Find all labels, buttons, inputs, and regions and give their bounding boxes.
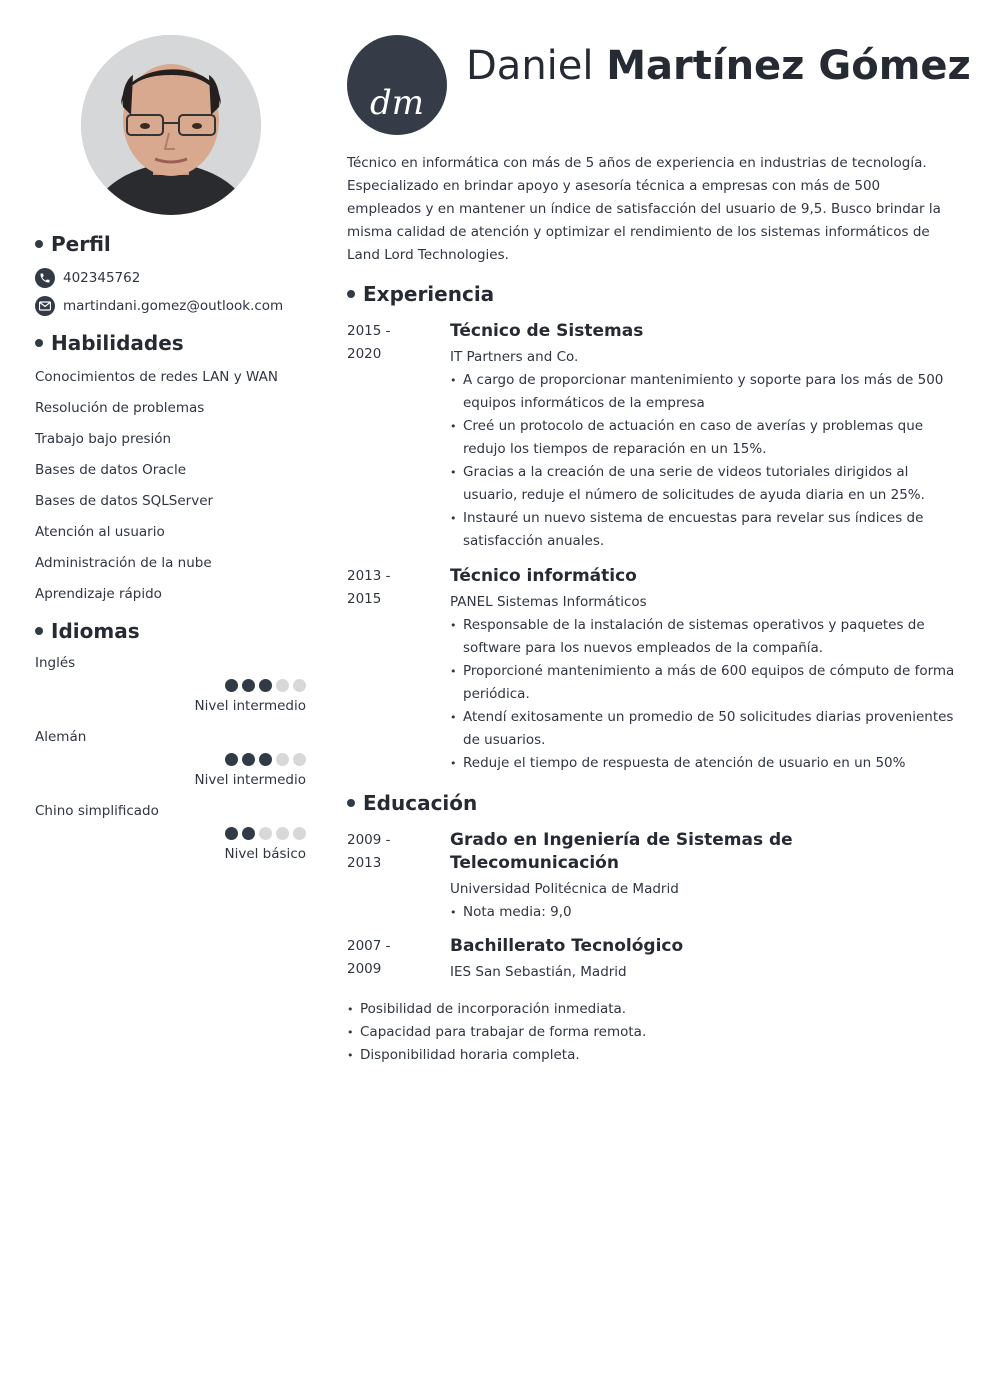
section-title: Idiomas	[51, 619, 140, 643]
section-title: Experiencia	[363, 282, 495, 306]
rating-dot-filled	[242, 679, 255, 692]
rating-dot-empty	[293, 827, 306, 840]
rating-dot-filled	[259, 679, 272, 692]
section-heading-experience	[347, 282, 957, 306]
section-heading-profile	[35, 232, 306, 256]
skill-item: Administración de la nube	[35, 555, 212, 571]
rating-dot-empty	[276, 679, 289, 692]
entry-body	[450, 565, 957, 775]
sidebar	[35, 35, 306, 864]
skills-list	[35, 362, 306, 610]
bullet-item: • Nota media: 9,0	[450, 901, 957, 924]
bullet-item: • Responsable de la instalación de sistemas operativos y paquetes de software para los nuevos empleados de la compañía.	[450, 614, 957, 660]
entry-dates	[347, 320, 450, 553]
language-item	[35, 653, 306, 716]
language-level: Nivel intermedio	[194, 698, 306, 714]
language-name: Alemán	[35, 729, 87, 745]
contact-phone	[35, 268, 306, 287]
education-section	[347, 791, 957, 984]
section-heading-languages	[35, 619, 306, 643]
entry-body	[450, 935, 957, 984]
envelope-icon	[35, 296, 55, 316]
education-entry	[347, 935, 957, 984]
language-rating	[35, 753, 306, 766]
bullet-item: • Instauré un nuevo sistema de encuestas para revelar sus índices de satisfacción anuales.	[450, 507, 957, 553]
section-title: Educación	[363, 791, 478, 815]
section-title: Perfil	[51, 232, 111, 256]
degree-title: Grado en Ingeniería de Sistemas de Telecomunicación	[450, 830, 793, 873]
job-title: Técnico informático	[450, 566, 637, 586]
language-item	[35, 727, 306, 790]
rating-dot-filled	[259, 753, 272, 766]
bullet-item: • Disponibilidad horaria completa.	[347, 1044, 957, 1067]
skill-item: Trabajo bajo presión	[35, 431, 172, 447]
email-address[interactable]: martindani.gomez@outlook.com	[63, 297, 284, 314]
skill-item: Bases de datos SQLServer	[35, 493, 214, 509]
language-name: Chino simplificado	[35, 803, 159, 819]
languages-list	[35, 653, 306, 864]
skill-item: Resolución de problemas	[35, 400, 205, 416]
bullet-item: • Atendí exitosamente un promedio de 50 solicitudes diarias provenientes de usuarios.	[450, 706, 957, 752]
bullet-list	[450, 369, 957, 553]
last-name: Martínez Gómez	[606, 43, 971, 89]
date-end: 2009	[347, 961, 382, 977]
bullet-list	[450, 901, 957, 924]
degree-title: Bachillerato Tecnológico	[450, 936, 684, 956]
bullet-item: • Reduje el tiempo de respuesta de atención de usuario en un 50%	[450, 752, 957, 775]
entry-dates	[347, 935, 450, 984]
bullet-dot	[347, 290, 355, 298]
full-name	[466, 35, 971, 135]
date-end: 2020	[347, 346, 382, 362]
bullet-item: • Capacidad para trabajar de forma remota.	[347, 1021, 957, 1044]
entry-body	[450, 320, 957, 553]
language-level: Nivel básico	[224, 846, 306, 862]
language-rating	[35, 827, 306, 840]
additional-info-list	[347, 998, 957, 1067]
language-level: Nivel intermedio	[194, 772, 306, 788]
date-start: 2015 -	[347, 323, 391, 339]
section-title: Habilidades	[51, 331, 184, 355]
experience-entry	[347, 320, 957, 553]
company-name: PANEL Sistemas Informáticos	[450, 594, 647, 610]
bullet-item: • Posibilidad de incorporación inmediata.	[347, 998, 957, 1021]
education-entry	[347, 829, 957, 924]
bullet-item: • Creé un protocolo de actuación en caso de averías y problemas que redujo los tiempos de reparación en un 15%.	[450, 415, 957, 461]
date-start: 2007 -	[347, 938, 391, 954]
main-content	[347, 35, 971, 1067]
monogram-logo: dm	[347, 35, 447, 135]
date-end: 2013	[347, 855, 382, 871]
rating-dot-empty	[293, 753, 306, 766]
language-rating	[35, 679, 306, 692]
bullet-item: • Gracias a la creación de una serie de videos tutoriales dirigidos al usuario, reduje el número de solicitudes de ayuda diaria en un 25%.	[450, 461, 957, 507]
experience-entry	[347, 565, 957, 775]
phone-icon	[35, 268, 55, 288]
bullet-dot	[347, 799, 355, 807]
summary: Técnico en informática con más de 5 años de experiencia en industrias de tecnología. Especializado en brindar apoyo y asesoría técnica a empresas con más de 500 empleados y en mantener un índice de satisfacción del usuario de 9,5. Busco brindar la misma calidad de atención y optimizar el rendimiento de los sistemas informáticos de Land Lord Technologies.	[347, 155, 941, 263]
section-heading-education	[347, 791, 957, 815]
rating-dot-empty	[276, 753, 289, 766]
date-end: 2015	[347, 591, 382, 607]
bullet-dot	[35, 627, 43, 635]
rating-dot-filled	[242, 827, 255, 840]
school-name: IES San Sebastián, Madrid	[450, 964, 627, 980]
rating-dot-filled	[242, 753, 255, 766]
contact-email	[35, 296, 306, 315]
language-name: Inglés	[35, 655, 76, 671]
skill-item: Aprendizaje rápido	[35, 586, 162, 602]
section-heading-skills	[35, 331, 306, 355]
rating-dot-filled	[225, 679, 238, 692]
phone-number[interactable]: 402345762	[63, 269, 141, 286]
rating-dot-filled	[225, 827, 238, 840]
job-title: Técnico de Sistemas	[450, 321, 644, 341]
bullet-item: • A cargo de proporcionar mantenimiento y soporte para los más de 500 equipos informáticos de la empresa	[450, 369, 957, 415]
skill-item: Bases de datos Oracle	[35, 462, 187, 478]
profile-photo	[81, 35, 261, 215]
school-name: Universidad Politécnica de Madrid	[450, 881, 679, 897]
entry-dates	[347, 565, 450, 775]
rating-dot-empty	[276, 827, 289, 840]
bullet-dot	[35, 339, 43, 347]
experience-section	[347, 282, 957, 775]
bullet-list	[450, 614, 957, 775]
company-name: IT Partners and Co.	[450, 349, 579, 365]
bullet-dot	[35, 240, 43, 248]
language-item	[35, 801, 306, 864]
rating-dot-empty	[293, 679, 306, 692]
entry-body	[450, 829, 957, 924]
resume-header	[347, 35, 971, 135]
skill-item: Conocimientos de redes LAN y WAN	[35, 369, 278, 385]
bullet-item: • Proporcioné mantenimiento a más de 600 equipos de cómputo de forma periódica.	[450, 660, 957, 706]
entry-dates	[347, 829, 450, 924]
skill-item: Atención al usuario	[35, 524, 165, 540]
date-start: 2013 -	[347, 568, 391, 584]
first-name: Daniel	[466, 43, 594, 89]
date-start: 2009 -	[347, 832, 391, 848]
rating-dot-empty	[259, 827, 272, 840]
rating-dot-filled	[225, 753, 238, 766]
